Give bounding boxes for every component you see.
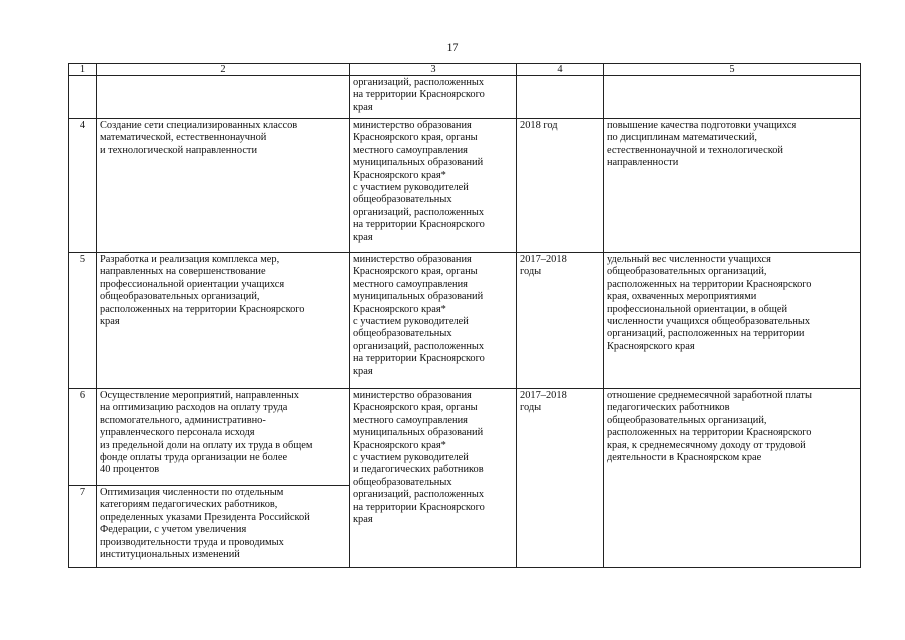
term-cell: 2018 год [517,119,604,253]
activity-cell: Разработка и реализация комплекса мер, направленных на совершенствование профессиональной ориентации учащихся общеобразовательных организаций, расположенных на территории Красноярского края [97,253,350,389]
activity-cell: Осуществление мероприятий, направленных на оптимизацию расходов на оплату труда вспомогательного, административно- управленческого персонала исходя из предельной доли на оплату их труда в общем фонде оплаты труда организации не более 40 процентов [97,389,350,486]
result-cell: отношение среднемесячной заработной платы педагогических работников общеобразовательных организаций, расположенных на территории Красноярского края, к среднемесячному доходу от трудовой деятельности в Красноярском крае [604,389,861,568]
column-header-1: 1 [69,64,97,76]
row-number-cell [69,76,97,119]
measures-table [68,63,861,568]
activity-cell: Оптимизация численности по отдельным категориям педагогических работников, определенных указами Президента Российской Федерации, с учетом увеличения производительности труда и проводимых институциональных изменений [97,486,350,568]
table-row [69,389,861,486]
result-cell: удельный вес численности учащихся общеобразовательных организаций, расположенных на территории Красноярского края, охваченных мероприятиями профессиональной ориентации, в общей численности учащихся общеобразовательных организаций, расположенных на территории Красноярского края [604,253,861,389]
executor-cell: организаций, расположенных на территории Красноярского края [350,76,517,119]
row-number-cell: 7 [69,486,97,568]
column-header-4: 4 [517,64,604,76]
column-number-row [69,64,861,76]
executor-cell: министерство образования Красноярского края, органы местного самоуправления муниципальных образований Красноярского края* с участием руководителей общеобразовательных организаций, расположенных на территории Красноярского края [350,119,517,253]
term-cell [517,76,604,119]
term-cell: 2017–2018 годы [517,253,604,389]
column-header-3: 3 [350,64,517,76]
column-header-2: 2 [97,64,350,76]
table-row [69,253,861,389]
executor-cell: министерство образования Красноярского края, органы местного самоуправления муниципальных образований Красноярского края* с участием руководителей общеобразовательных организаций, расположенных на территории Красноярского края [350,253,517,389]
activity-cell: Создание сети специализированных классов математической, естественнонаучной и технологической направленности [97,119,350,253]
page-number: 17 [446,40,459,54]
term-cell: 2017–2018 годы [517,389,604,568]
activity-cell [97,76,350,119]
row-number-cell: 6 [69,389,97,486]
row-number-cell: 5 [69,253,97,389]
result-cell: повышение качества подготовки учащихся по дисциплинам математический, естественнонаучной и технологической направленности [604,119,861,253]
column-header-5: 5 [604,64,861,76]
executor-cell: министерство образования Красноярского края, органы местного самоуправления муниципальных образований Красноярского края* с участием руководителей и педагогических работников общеобразовательных организаций, расположенных на территории Красноярского края [350,389,517,568]
table-row [69,119,861,253]
row-number-cell: 4 [69,119,97,253]
result-cell [604,76,861,119]
table-row-continuation [69,76,861,119]
